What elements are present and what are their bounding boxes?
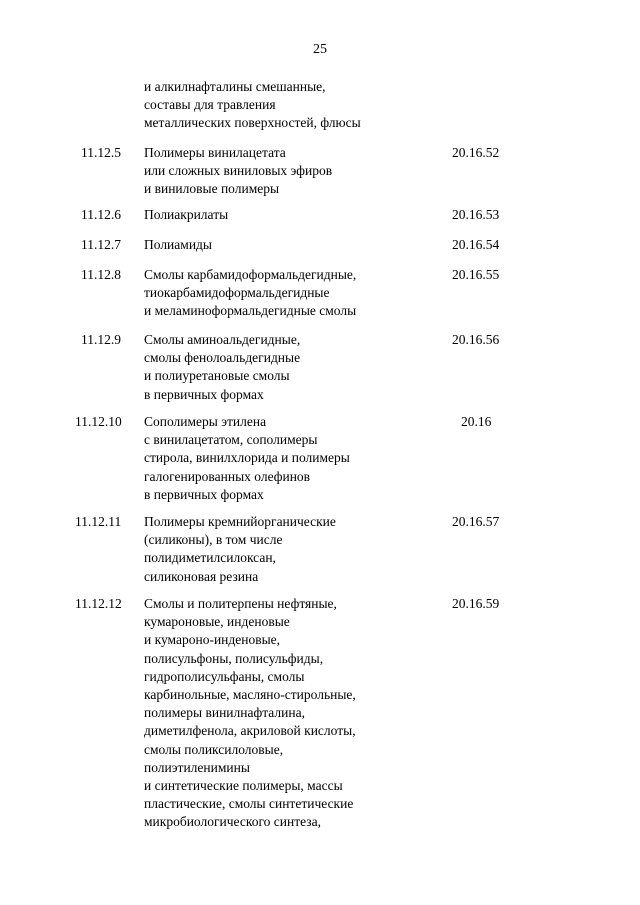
description-line: диметилфенола, акриловой кислоты, <box>144 723 356 739</box>
description-line: и кумароно-инденовые, <box>144 632 281 648</box>
description-line: микробиологического синтеза, <box>144 814 321 830</box>
description-line: пластические, смолы синтетические <box>144 796 354 812</box>
row-code: 11.12.12 <box>75 596 122 611</box>
row-okved-code: 20.16.54 <box>452 237 500 252</box>
description-line: Полиакрилаты <box>144 207 229 222</box>
row-description <box>144 236 444 254</box>
description-line: Полиамиды <box>144 237 212 252</box>
description-line: и виниловые полимеры <box>144 181 280 197</box>
description-line: (силиконы), в том числе <box>144 532 283 548</box>
row-code: 11.12.7 <box>81 237 121 252</box>
description-line: карбинольные, масляно-стирольные, <box>144 687 356 703</box>
description-line: или сложных виниловых эфиров <box>144 163 333 179</box>
description-line: и меламиноформальдегидные смолы <box>144 303 357 319</box>
description-line: полимеры винилнафталина, <box>144 705 305 721</box>
description-line: кумароновые, инденовые <box>144 614 290 630</box>
description-line: гидрополисульфаны, смолы <box>144 668 305 684</box>
row-description <box>144 331 444 404</box>
description-line: смолы поликсилоловые, <box>144 741 284 757</box>
description-line: Полимеры винилацетата <box>144 145 286 160</box>
description-line: и синтетические полимеры, массы <box>144 778 343 794</box>
row-okved-code: 20.16.52 <box>452 145 500 160</box>
page-number: 25 <box>313 42 327 57</box>
description-line: в первичных формах <box>144 486 264 502</box>
description-line: с винилацетатом, сополимеры <box>144 432 318 448</box>
row-okved-code: 20.16.59 <box>452 596 500 611</box>
description-line: стирола, винилхлорида и полимеры <box>144 450 350 466</box>
row-okved-code: 20.16.53 <box>452 207 500 222</box>
row-description <box>144 595 444 832</box>
row-okved-code: 20.16.57 <box>452 514 500 529</box>
description-line: и полиуретановые смолы <box>144 368 290 384</box>
row-okved-code: 20.16.55 <box>452 267 500 282</box>
row-description <box>144 513 444 586</box>
description-line: в первичных формах <box>144 386 264 402</box>
row-okved-code: 20.16 <box>461 414 492 429</box>
description-line: составы для травления <box>144 97 276 113</box>
row-description <box>144 78 444 133</box>
description-line: Смолы карбамидоформальдегидные, <box>144 267 357 282</box>
description-line: Смолы аминоальдегидные, <box>144 332 301 347</box>
description-line: галогенированных олефинов <box>144 468 311 484</box>
description-line: силиконовая резина <box>144 568 259 584</box>
description-line: смолы фенолоальдегидные <box>144 350 301 366</box>
row-code: 11.12.11 <box>75 514 122 529</box>
description-line: и алкилнафталины смешанные, <box>144 79 326 94</box>
description-line: полисульфоны, полисульфиды, <box>144 650 324 666</box>
row-description <box>144 206 444 224</box>
row-code: 11.12.9 <box>81 332 121 347</box>
row-description <box>144 266 444 321</box>
description-line: Полимеры кремнийорганические <box>144 514 336 529</box>
row-code: 11.12.5 <box>81 145 121 160</box>
description-line: Сополимеры этилена <box>144 414 267 429</box>
row-code: 11.12.6 <box>81 207 121 222</box>
description-line: полиэтиленимины <box>144 759 250 775</box>
description-line: Смолы и политерпены нефтяные, <box>144 596 337 611</box>
row-code: 11.12.8 <box>81 267 121 282</box>
row-description <box>144 413 444 504</box>
description-line: полидиметилсилоксан, <box>144 550 276 566</box>
row-description <box>144 144 444 199</box>
description-line: металлических поверхностей, флюсы <box>144 115 361 131</box>
description-line: тиокарбамидоформальдегидные <box>144 285 330 301</box>
row-okved-code: 20.16.56 <box>452 332 500 347</box>
row-code: 11.12.10 <box>75 414 122 429</box>
